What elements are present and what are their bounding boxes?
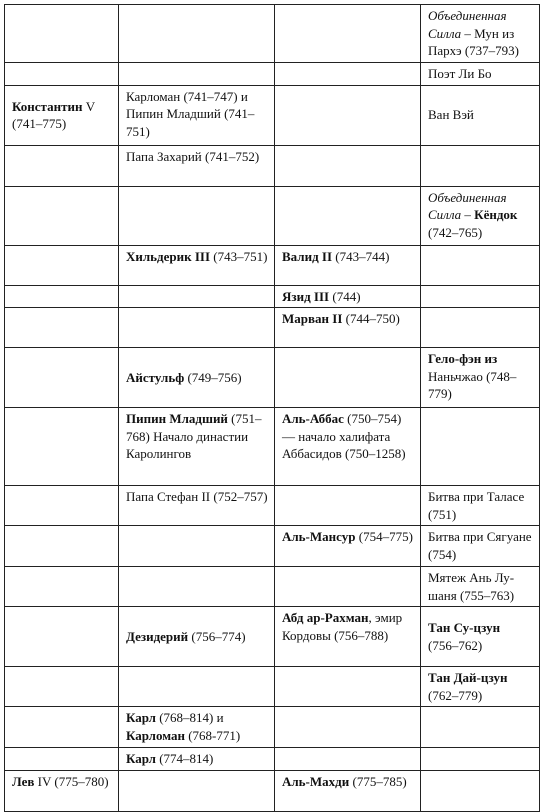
chronology-table <box>4 4 540 812</box>
cell-byzantium <box>5 285 119 308</box>
cell-byzantium <box>5 85 119 145</box>
cell-byzantium <box>5 308 119 348</box>
cell-east <box>421 63 540 86</box>
cell-text: (749–756) <box>184 369 242 385</box>
cell-text: Папа Стефан II (752–757) <box>126 489 268 504</box>
cell-caliphate <box>275 348 421 408</box>
cell-byzantium <box>5 5 119 63</box>
table-row <box>5 607 540 667</box>
cell-text: (743–751) <box>210 248 268 264</box>
cell-text-bold: Карл <box>126 710 156 725</box>
cell-text: Битва при Таласе (751) <box>428 489 525 522</box>
cell-text-bold: Тан Су-цзун <box>428 620 501 635</box>
cell-text: (754–775) <box>355 529 413 544</box>
cell-byzantium <box>5 186 119 245</box>
cell-west <box>119 408 275 486</box>
cell-text: (768-771) <box>184 727 241 743</box>
cell-caliphate <box>275 308 421 348</box>
cell-text: – <box>461 207 475 222</box>
cell-text-bold: Пипин Младший <box>126 411 228 426</box>
cell-east <box>421 408 540 486</box>
cell-west <box>119 667 275 707</box>
cell-byzantium <box>5 707 119 748</box>
cell-text-bold: Константин <box>12 98 83 114</box>
cell-caliphate <box>275 667 421 707</box>
cell-caliphate <box>275 245 421 285</box>
cell-caliphate <box>275 707 421 748</box>
cell-text-bold: Карломан <box>126 727 185 743</box>
cell-text: (774–814) <box>155 751 214 766</box>
cell-text: (743–744) <box>332 248 390 264</box>
cell-east <box>421 5 540 63</box>
cell-east <box>421 245 540 285</box>
cell-byzantium <box>5 667 119 707</box>
cell-east <box>421 667 540 707</box>
table-row <box>5 748 540 771</box>
cell-caliphate <box>275 748 421 771</box>
cell-text-italic: Объединенная Силла <box>428 8 507 41</box>
cell-east <box>421 567 540 607</box>
cell-west <box>119 63 275 86</box>
cell-caliphate <box>275 770 421 811</box>
cell-text-bold: Аль-Мансур <box>282 529 356 544</box>
table-row <box>5 567 540 607</box>
cell-text-bold: Аль-Аббас <box>282 411 344 426</box>
cell-east <box>421 348 540 408</box>
cell-text-bold: Тан Дай-цзун <box>428 670 508 685</box>
cell-text: , эмир Кордовы (756–788) <box>282 610 403 643</box>
table-row <box>5 408 540 486</box>
cell-text: Наньчжао (748–779) <box>428 368 517 401</box>
cell-caliphate <box>275 607 421 667</box>
cell-byzantium <box>5 748 119 771</box>
cell-caliphate <box>275 285 421 308</box>
cell-byzantium <box>5 526 119 567</box>
cell-east <box>421 770 540 811</box>
cell-west <box>119 607 275 667</box>
cell-byzantium <box>5 245 119 285</box>
cell-caliphate <box>275 145 421 186</box>
cell-caliphate <box>275 63 421 86</box>
cell-west <box>119 308 275 348</box>
cell-text: Карломан (741–747) и Пипин Младший (741–751) <box>126 88 255 139</box>
cell-text-bold: Марван II <box>282 311 343 326</box>
cell-byzantium <box>5 486 119 526</box>
cell-text-bold: Язид III <box>282 288 330 304</box>
cell-text-bold: Карл <box>126 751 156 766</box>
cell-east <box>421 707 540 748</box>
cell-text-bold: Абд ар-Рахман <box>282 610 369 625</box>
cell-text-bold: Гело-фэн из <box>428 351 498 366</box>
cell-text-bold: Хильдерик III <box>126 248 211 264</box>
cell-west <box>119 486 275 526</box>
cell-text-bold: Аль-Махди <box>282 773 350 789</box>
cell-west <box>119 145 275 186</box>
table-row <box>5 667 540 707</box>
table-row <box>5 245 540 285</box>
table-row <box>5 486 540 526</box>
cell-text: (762–779) <box>428 687 483 703</box>
cell-text: Битва при Сягуане (754) <box>428 529 532 562</box>
table-row <box>5 308 540 348</box>
cell-text: Папа Захарий (741–752) <box>126 148 260 164</box>
cell-text-bold: Айстульф <box>126 369 185 385</box>
cell-byzantium <box>5 348 119 408</box>
cell-byzantium <box>5 63 119 86</box>
cell-text: – Мун из Пархэ (737–793) <box>428 25 519 58</box>
cell-text-bold: Дезидерий <box>126 628 189 644</box>
cell-text: (744) <box>329 288 361 304</box>
cell-byzantium <box>5 607 119 667</box>
cell-west <box>119 285 275 308</box>
cell-west <box>119 707 275 748</box>
cell-text: (756–774) <box>188 628 246 644</box>
cell-byzantium <box>5 567 119 607</box>
cell-east <box>421 145 540 186</box>
table-row <box>5 770 540 811</box>
table-row <box>5 707 540 748</box>
cell-west <box>119 245 275 285</box>
cell-east <box>421 526 540 567</box>
cell-west <box>119 748 275 771</box>
cell-text: (768–814) и <box>155 710 224 725</box>
cell-east <box>421 285 540 308</box>
cell-text-bold: Лев <box>12 773 35 789</box>
cell-east <box>421 486 540 526</box>
cell-byzantium <box>5 770 119 811</box>
cell-caliphate <box>275 186 421 245</box>
table-row <box>5 5 540 63</box>
cell-text: (751–768) Начало династии Каролингов <box>126 411 262 461</box>
cell-text: Мятеж Ань Лу-шаня (755–763) <box>428 570 515 603</box>
cell-text: IV (775–780) <box>34 773 109 789</box>
table-row <box>5 63 540 86</box>
cell-caliphate <box>275 5 421 63</box>
table-row <box>5 145 540 186</box>
cell-caliphate <box>275 85 421 145</box>
cell-west <box>119 526 275 567</box>
table-row <box>5 85 540 145</box>
table-row <box>5 186 540 245</box>
cell-text: Поэт Ли Бо <box>428 66 492 81</box>
table-row <box>5 526 540 567</box>
cell-byzantium <box>5 408 119 486</box>
cell-text: V (741–775) <box>12 98 95 131</box>
cell-west <box>119 348 275 408</box>
cell-west <box>119 85 275 145</box>
cell-west <box>119 567 275 607</box>
cell-east <box>421 186 540 245</box>
cell-text: (775–785) <box>349 773 407 789</box>
cell-east <box>421 308 540 348</box>
cell-caliphate <box>275 526 421 567</box>
cell-west <box>119 186 275 245</box>
cell-byzantium <box>5 145 119 186</box>
cell-text-bold: Кёндок <box>474 207 518 222</box>
cell-caliphate <box>275 567 421 607</box>
cell-text-italic: Объединенная Силла <box>428 189 507 222</box>
cell-east <box>421 748 540 771</box>
cell-text: (742–765) <box>428 224 483 240</box>
cell-text: Ван Вэй <box>428 107 474 123</box>
cell-text: (750–754) — начало халифата Аббасидов (750–1258) <box>282 411 406 461</box>
cell-text: (756–762) <box>428 637 483 653</box>
table-row <box>5 348 540 408</box>
cell-west <box>119 5 275 63</box>
cell-east <box>421 85 540 145</box>
cell-west <box>119 770 275 811</box>
cell-text: (744–750) <box>342 311 400 326</box>
table-row <box>5 285 540 308</box>
cell-caliphate <box>275 486 421 526</box>
cell-caliphate <box>275 408 421 486</box>
cell-text-bold: Валид II <box>282 248 333 264</box>
cell-east <box>421 607 540 667</box>
